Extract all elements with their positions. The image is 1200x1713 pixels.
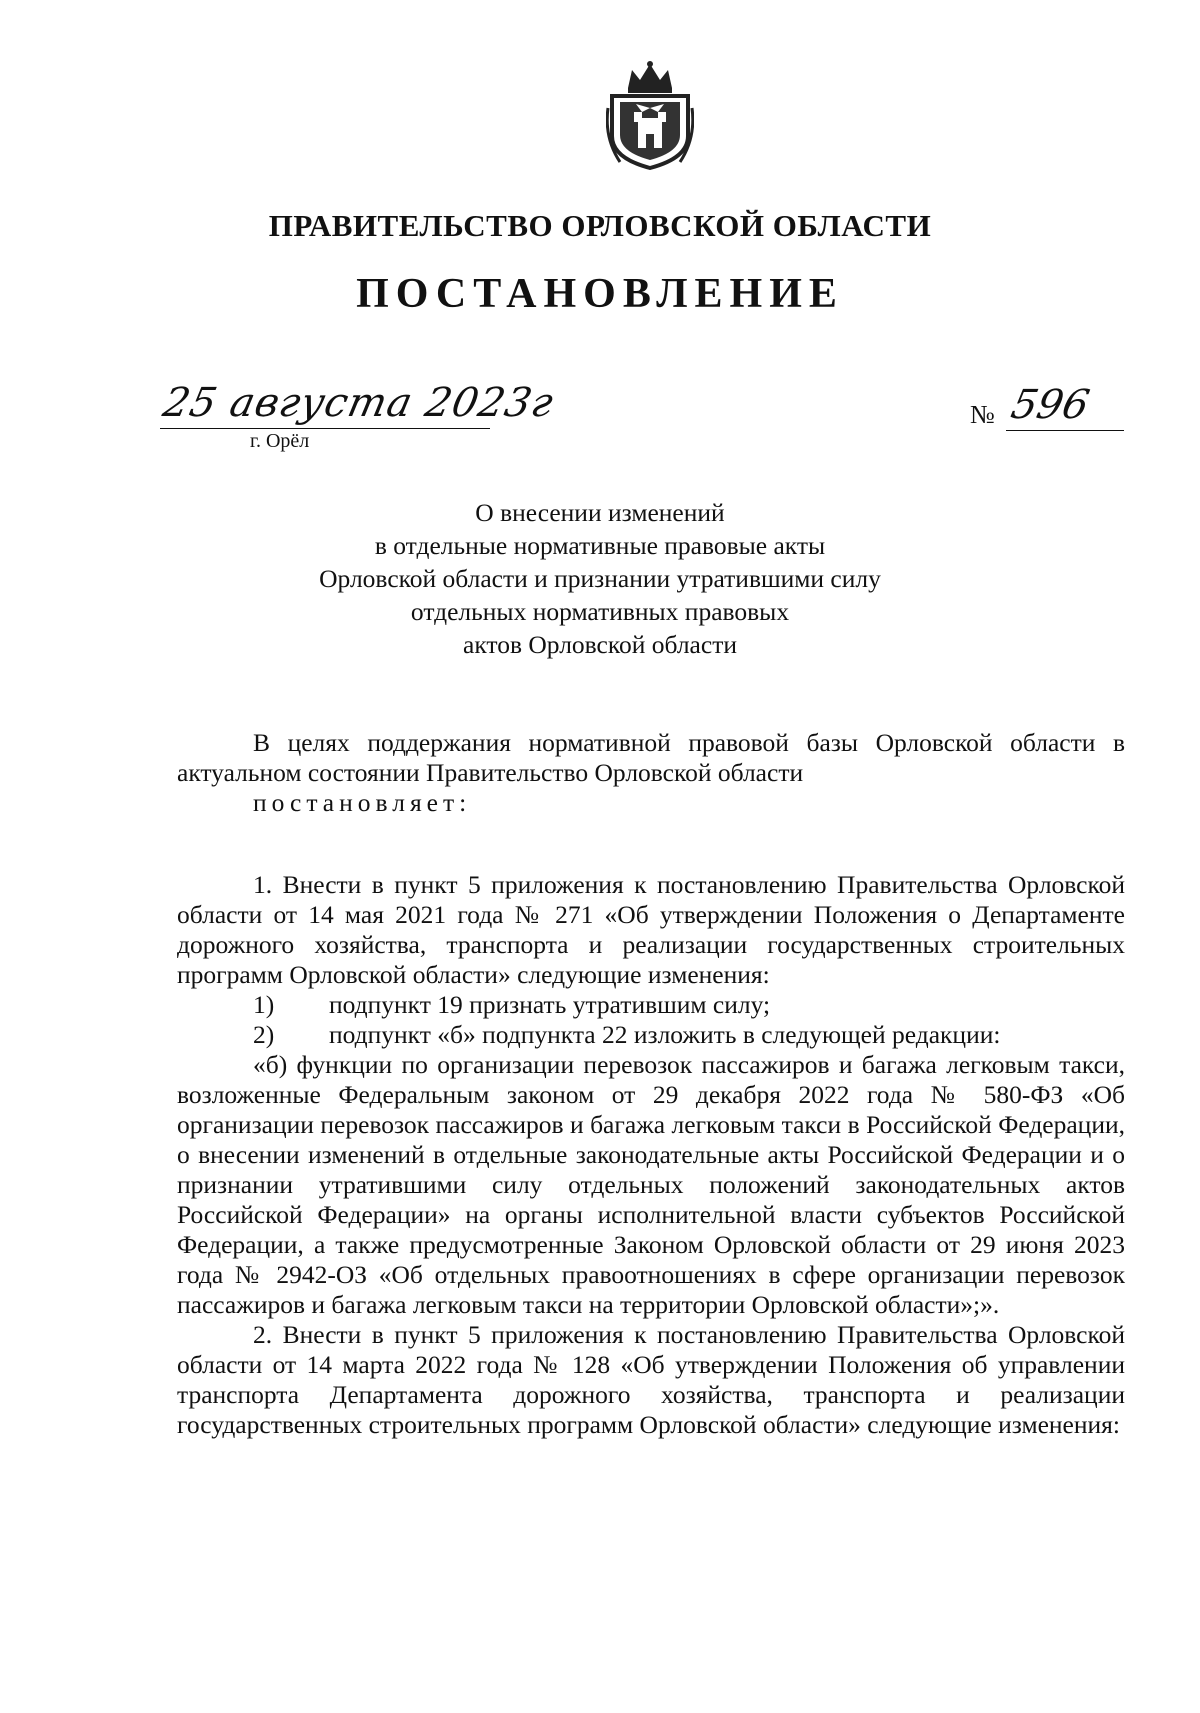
authority-name: ПРАВИТЕЛЬСТВО ОРЛОВСКОЙ ОБЛАСТИ	[268, 208, 932, 243]
item-2-paragraph: 2. Внести в пункт 5 приложения к постановлению Правительства Орловской области от 14 марта 2022 года № 128 «Об утверждении Положения об управлении транспорта Департамента дорожного хозяйства, транспорта и реализации государственных строительных программ Орловской области» следующие изменения:	[177, 1320, 1125, 1439]
date-underline	[160, 428, 490, 429]
spacer	[177, 818, 1125, 870]
quoted-amendment-paragraph: «б) функции по организации перевозок пассажиров и багажа легковым такси, возложенные Федеральным законом от 29 декабря 2022 года № 580-ФЗ «Об организации перевозок пассажиров и багажа легковым такси в Российской Федерации, о внесении изменений в отдельные законодательные акты Российской Федерации и о признании утратившими силу отдельных положений законодательных актов Российской Федерации» на органы исполнительной власти субъектов Российской Федерации, а также предусмотренные Законом Орловской области от 29 июня 2023 года № 2942-ОЗ «Об отдельных правоотношениях в сфере организации перевозок пассажиров и багажа легковым такси на территории Орловской области»;».	[177, 1050, 1125, 1319]
preamble-text: В целях поддержания нормативной правовой базы Орловской области в актуальном состоянии Правительство Орловской области	[177, 728, 1125, 787]
document-subject	[0, 496, 1200, 661]
item-1-paragraph: 1. Внести в пункт 5 приложения к постановлению Правительства Орловской области от 14 мая 2021 года № 271 «Об утверждении Положения о Департаменте дорожного хозяйства, транспорта и реализации государственных строительных программ Орловской области» следующие изменения:	[177, 870, 1125, 989]
list-item	[177, 990, 1125, 1020]
list-item-number: 2)	[253, 1020, 275, 1049]
document-type-title: ПОСТАНОВЛЕНИЕ	[356, 271, 844, 317]
list-item-number: 1)	[253, 990, 275, 1019]
subject-line: Орловской области и признании утратившими силу	[319, 564, 881, 593]
number-label: №	[970, 400, 995, 429]
subject-line: в отдельные нормативные правовые акты	[374, 531, 826, 560]
list-item	[177, 1020, 1125, 1050]
subject-line: актов Орловской области	[463, 630, 737, 659]
list-item-text: подпункт «б» подпункта 22 изложить в следующей редакции:	[329, 1020, 1001, 1049]
preamble-paragraph	[177, 728, 1125, 818]
list-item-text: подпункт 19 признать утратившим силу;	[329, 990, 771, 1019]
city-label: г. Орёл	[250, 430, 310, 452]
subject-line: отдельных нормативных правовых	[410, 597, 790, 626]
document-body	[177, 728, 1125, 1440]
subject-line: О внесении изменений	[475, 498, 725, 527]
decree-word: постановляет:	[253, 788, 472, 817]
orel-region-coat-of-arms-icon	[606, 58, 694, 170]
number-underline	[1006, 430, 1124, 431]
handwritten-date: 25 августа 2023г	[159, 380, 558, 426]
handwritten-number: 596	[1007, 382, 1094, 428]
